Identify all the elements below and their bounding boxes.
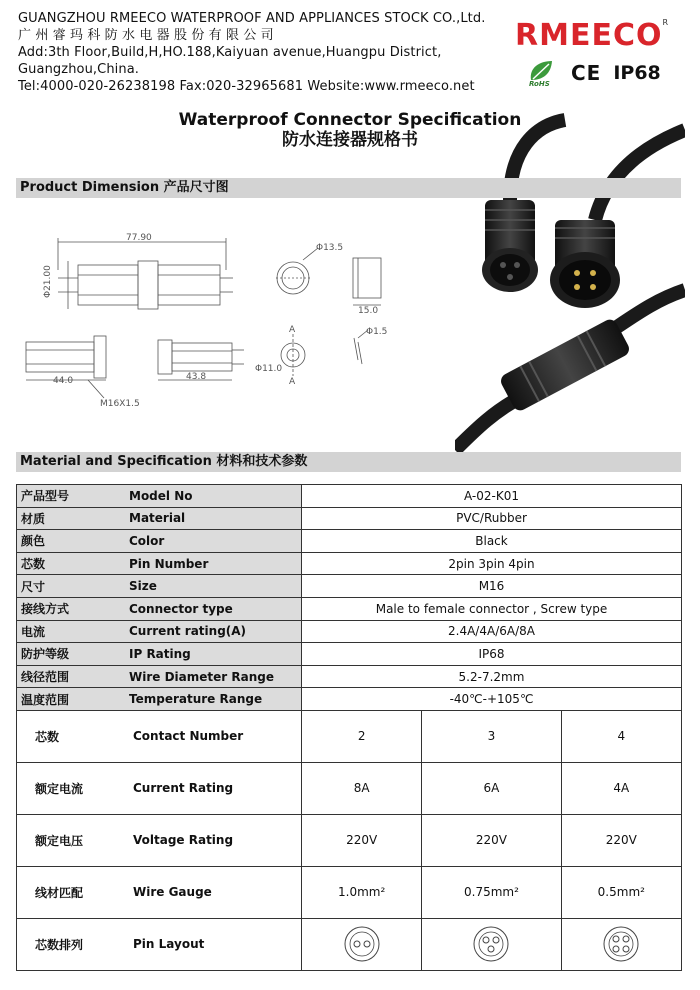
spec-label-cn: 材质 <box>17 507 124 530</box>
contact-value: 4A <box>561 762 681 814</box>
spec-value: -40℃-+105℃ <box>302 688 682 711</box>
contact-value: 220V <box>302 814 422 866</box>
spec-label-en: Wire Diameter Range <box>123 665 302 688</box>
spec-value: 5.2-7.2mm <box>302 665 682 688</box>
spec-value: A-02-K01 <box>302 485 682 508</box>
dimension-drawing <box>18 230 438 420</box>
spec-label-cn: 颜色 <box>17 530 124 553</box>
spec-row <box>17 507 682 530</box>
contact-value: 220V <box>422 814 561 866</box>
spec-value: 2.4A/4A/6A/8A <box>302 620 682 643</box>
dim-small-diameter: Φ11.0 <box>255 364 283 374</box>
spec-value: Black <box>302 530 682 553</box>
ce-mark: CE <box>571 61 602 85</box>
contact-label-en: Contact Number <box>123 710 302 762</box>
contact-label-en: Wire Gauge <box>123 866 302 918</box>
rohs-icon <box>525 58 559 88</box>
company-info <box>18 10 485 95</box>
section-a-bottom: A <box>289 377 296 387</box>
spec-label-en: Size <box>123 575 302 598</box>
spec-value: M16 <box>302 575 682 598</box>
spec-row <box>17 688 682 711</box>
contact-value: 220V <box>561 814 681 866</box>
contact-label-en: Voltage Rating <box>123 814 302 866</box>
contact-value: 4 <box>561 710 681 762</box>
spec-value: PVC/Rubber <box>302 507 682 530</box>
section-material-specification: Material and Specification 材料和技术参数 <box>16 452 681 472</box>
logo-text: RMEECO <box>515 18 663 53</box>
spec-row <box>17 643 682 666</box>
spec-label-en: Temperature Range <box>123 688 302 711</box>
contact-row <box>17 866 682 918</box>
pin-layout-cell <box>302 918 422 970</box>
contact-value: 0.5mm² <box>561 866 681 918</box>
spec-label-en: Color <box>123 530 302 553</box>
spec-label-cn: 防护等级 <box>17 643 124 666</box>
contact-row <box>17 710 682 762</box>
contact-value: 1.0mm² <box>302 866 422 918</box>
spec-row <box>17 620 682 643</box>
dim-female-length: 43.8 <box>186 372 207 382</box>
title-cn: 防水连接器规格书 <box>282 130 418 150</box>
spec-row <box>17 665 682 688</box>
contact-label-en: Pin Layout <box>123 918 302 970</box>
spec-label-cn: 产品型号 <box>17 485 124 508</box>
contact-label-cn: 额定电流 <box>17 762 124 814</box>
spec-value: 2pin 3pin 4pin <box>302 552 682 575</box>
contact-value: 0.75mm² <box>422 866 561 918</box>
spec-row <box>17 530 682 553</box>
spec-label-cn: 接线方式 <box>17 597 124 620</box>
contact-label-cn: 芯数 <box>17 710 124 762</box>
brand-logo <box>515 18 669 53</box>
address-line-1: Add:3th Floor,Build,H,HO.188,Kaiyuan avenue,Huangpu District, <box>18 45 442 60</box>
spec-label-en: Material <box>123 507 302 530</box>
dim-face-diameter: Φ13.5 <box>316 243 344 253</box>
spec-row <box>17 552 682 575</box>
dim-body-diameter: Φ21.00 <box>43 265 53 298</box>
spec-table <box>16 484 682 971</box>
spec-label-en: Pin Number <box>123 552 302 575</box>
company-name-en: GUANGZHOU RMEECO WATERPROOF AND APPLIANCES STOCK CO.,Ltd. <box>18 11 486 26</box>
certifications <box>525 58 661 88</box>
spec-label-en: Current rating(A) <box>123 620 302 643</box>
section-a-top: A <box>289 325 296 335</box>
ip68-mark: IP68 <box>613 62 661 84</box>
dim-thread: M16X1.5 <box>100 399 140 409</box>
pin-layout-cell <box>561 918 681 970</box>
dim-length: 77.90 <box>126 233 152 243</box>
contact-value: 3 <box>422 710 561 762</box>
contact-value: 2 <box>302 710 422 762</box>
spec-row <box>17 575 682 598</box>
connector-photo <box>455 110 685 455</box>
contact-label-cn: 线材匹配 <box>17 866 124 918</box>
dim-depth: 15.0 <box>358 306 379 316</box>
registered-mark: R <box>662 18 670 27</box>
contact-label-en: Current Rating <box>123 762 302 814</box>
pin-layout-2-icon <box>342 924 382 964</box>
spec-label-cn: 温度范围 <box>17 688 124 711</box>
dim-pin-diameter: Φ1.5 <box>366 327 388 337</box>
contact-row <box>17 918 682 970</box>
pin-layout-3-icon <box>471 924 511 964</box>
title-en: Waterproof Connector Specification <box>178 110 522 130</box>
spec-label-cn: 线径范围 <box>17 665 124 688</box>
spec-value: Male to female connector , Screw type <box>302 597 682 620</box>
spec-label-en: Connector type <box>123 597 302 620</box>
pin-layout-cell <box>422 918 561 970</box>
pin-layout-4-icon <box>601 924 641 964</box>
rohs-label: RoHS <box>529 80 550 88</box>
contact-row <box>17 762 682 814</box>
contact-label-cn: 芯数排列 <box>17 918 124 970</box>
spec-row <box>17 597 682 620</box>
spec-label-cn: 电流 <box>17 620 124 643</box>
company-name-cn: 广 州 睿 玛 科 防 水 电 器 股 份 有 限 公 司 <box>18 28 274 43</box>
spec-label-cn: 尺寸 <box>17 575 124 598</box>
section-product-dimension: Product Dimension 产品尺寸图 <box>16 178 681 198</box>
spec-label-en: IP Rating <box>123 643 302 666</box>
contact-label-cn: 额定电压 <box>17 814 124 866</box>
spec-value: IP68 <box>302 643 682 666</box>
contact-value: 6A <box>422 762 561 814</box>
spec-label-en: Model No <box>123 485 302 508</box>
spec-row <box>17 485 682 508</box>
spec-label-cn: 芯数 <box>17 552 124 575</box>
contact-value: 8A <box>302 762 422 814</box>
contact-line: Tel:4000-020-26238198 Fax:020-32965681 Website:www.rmeeco.net <box>18 79 475 94</box>
address-line-2: Guangzhou,China. <box>18 62 140 77</box>
dim-male-length: 44.0 <box>53 376 74 386</box>
contact-row <box>17 814 682 866</box>
